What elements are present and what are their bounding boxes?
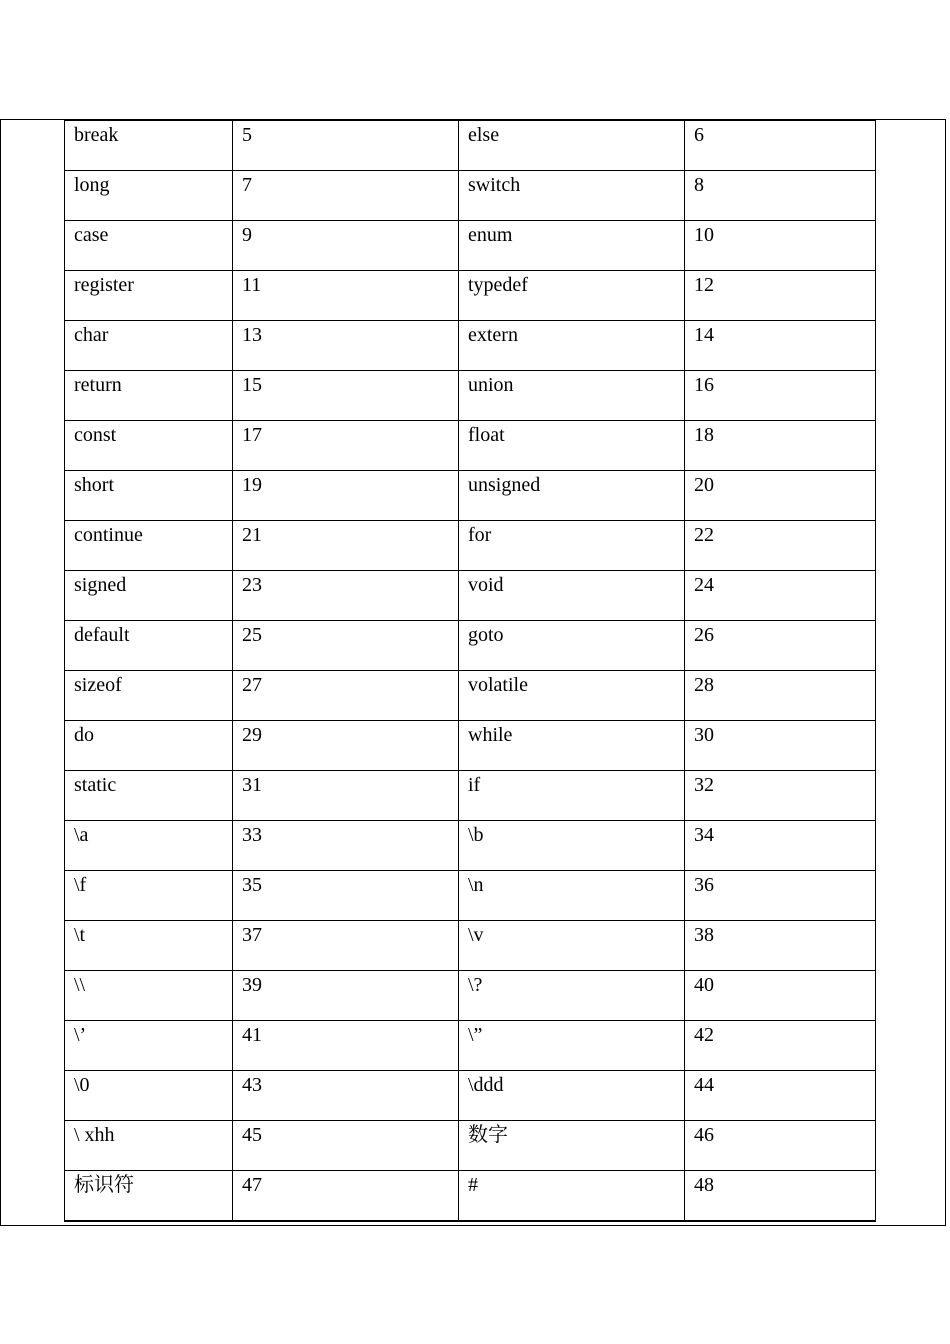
keyword-cell: \ xhh [65, 1121, 233, 1171]
table-row [65, 921, 876, 971]
keyword-cell: goto [459, 621, 685, 671]
keyword-cell: \f [65, 871, 233, 921]
table-row [65, 121, 876, 171]
code-cell: 47 [233, 1171, 459, 1221]
code-cell: 17 [233, 421, 459, 471]
keyword-cell: 标识符 [65, 1171, 233, 1221]
keyword-cell: 数字 [459, 1121, 685, 1171]
code-cell: 18 [685, 421, 876, 471]
keyword-cell: volatile [459, 671, 685, 721]
table-row [65, 671, 876, 721]
keyword-cell: float [459, 421, 685, 471]
table-row [65, 771, 876, 821]
code-cell: 26 [685, 621, 876, 671]
code-cell: 12 [685, 271, 876, 321]
keyword-cell: default [65, 621, 233, 671]
code-cell: 39 [233, 971, 459, 1021]
table-row [65, 421, 876, 471]
keyword-cell: \b [459, 821, 685, 871]
code-cell: 9 [233, 221, 459, 271]
table-row [65, 1171, 876, 1221]
code-cell: 31 [233, 771, 459, 821]
keyword-cell: static [65, 771, 233, 821]
keyword-cell: continue [65, 521, 233, 571]
keyword-cell: \a [65, 821, 233, 871]
table-row [65, 1121, 876, 1171]
keyword-cell: extern [459, 321, 685, 371]
code-cell: 40 [685, 971, 876, 1021]
code-cell: 34 [685, 821, 876, 871]
code-cell: 6 [685, 121, 876, 171]
code-cell: 5 [233, 121, 459, 171]
keyword-cell: \v [459, 921, 685, 971]
code-cell: 7 [233, 171, 459, 221]
keyword-cell: switch [459, 171, 685, 221]
keyword-cell: break [65, 121, 233, 171]
keyword-cell: short [65, 471, 233, 521]
code-cell: 33 [233, 821, 459, 871]
table-body [65, 121, 876, 1221]
code-cell: 16 [685, 371, 876, 421]
keyword-cell: \” [459, 1021, 685, 1071]
code-cell: 42 [685, 1021, 876, 1071]
keyword-cell: register [65, 271, 233, 321]
keyword-cell: \\ [65, 971, 233, 1021]
code-cell: 19 [233, 471, 459, 521]
code-cell: 21 [233, 521, 459, 571]
keyword-cell: \? [459, 971, 685, 1021]
keyword-cell: void [459, 571, 685, 621]
keyword-cell: \’ [65, 1021, 233, 1071]
code-cell: 23 [233, 571, 459, 621]
keyword-cell: return [65, 371, 233, 421]
table-row [65, 721, 876, 771]
table-row [65, 871, 876, 921]
code-cell: 44 [685, 1071, 876, 1121]
code-cell: 28 [685, 671, 876, 721]
keyword-cell: do [65, 721, 233, 771]
keyword-cell: long [65, 171, 233, 221]
table-row [65, 571, 876, 621]
table-row [65, 321, 876, 371]
table-row [65, 971, 876, 1021]
code-cell: 36 [685, 871, 876, 921]
table-row [65, 1021, 876, 1071]
code-cell: 11 [233, 271, 459, 321]
table-row [65, 1071, 876, 1121]
code-cell: 24 [685, 571, 876, 621]
code-cell: 38 [685, 921, 876, 971]
code-cell: 13 [233, 321, 459, 371]
token-code-table [64, 120, 876, 1222]
keyword-cell: union [459, 371, 685, 421]
keyword-cell: \ddd [459, 1071, 685, 1121]
keyword-cell: char [65, 321, 233, 371]
code-cell: 41 [233, 1021, 459, 1071]
code-cell: 45 [233, 1121, 459, 1171]
code-cell: 48 [685, 1171, 876, 1221]
code-cell: 37 [233, 921, 459, 971]
code-cell: 29 [233, 721, 459, 771]
keyword-cell: unsigned [459, 471, 685, 521]
keyword-cell: else [459, 121, 685, 171]
code-cell: 46 [685, 1121, 876, 1171]
code-cell: 25 [233, 621, 459, 671]
keyword-cell: sizeof [65, 671, 233, 721]
table-row [65, 171, 876, 221]
table-row [65, 471, 876, 521]
code-cell: 32 [685, 771, 876, 821]
code-cell: 10 [685, 221, 876, 271]
code-cell: 35 [233, 871, 459, 921]
keyword-cell: if [459, 771, 685, 821]
keyword-cell: \t [65, 921, 233, 971]
keyword-cell: \0 [65, 1071, 233, 1121]
keyword-cell: while [459, 721, 685, 771]
code-cell: 22 [685, 521, 876, 571]
table-row [65, 521, 876, 571]
keyword-cell: # [459, 1171, 685, 1221]
code-cell: 27 [233, 671, 459, 721]
keyword-cell: typedef [459, 271, 685, 321]
table-row [65, 371, 876, 421]
keyword-cell: case [65, 221, 233, 271]
keyword-cell: const [65, 421, 233, 471]
code-cell: 30 [685, 721, 876, 771]
table-row [65, 821, 876, 871]
keyword-cell: for [459, 521, 685, 571]
code-cell: 15 [233, 371, 459, 421]
table-row [65, 271, 876, 321]
code-cell: 20 [685, 471, 876, 521]
code-cell: 43 [233, 1071, 459, 1121]
code-cell: 8 [685, 171, 876, 221]
keyword-cell: \n [459, 871, 685, 921]
code-cell: 14 [685, 321, 876, 371]
table-row [65, 621, 876, 671]
table-row [65, 221, 876, 271]
keyword-cell: enum [459, 221, 685, 271]
keyword-cell: signed [65, 571, 233, 621]
